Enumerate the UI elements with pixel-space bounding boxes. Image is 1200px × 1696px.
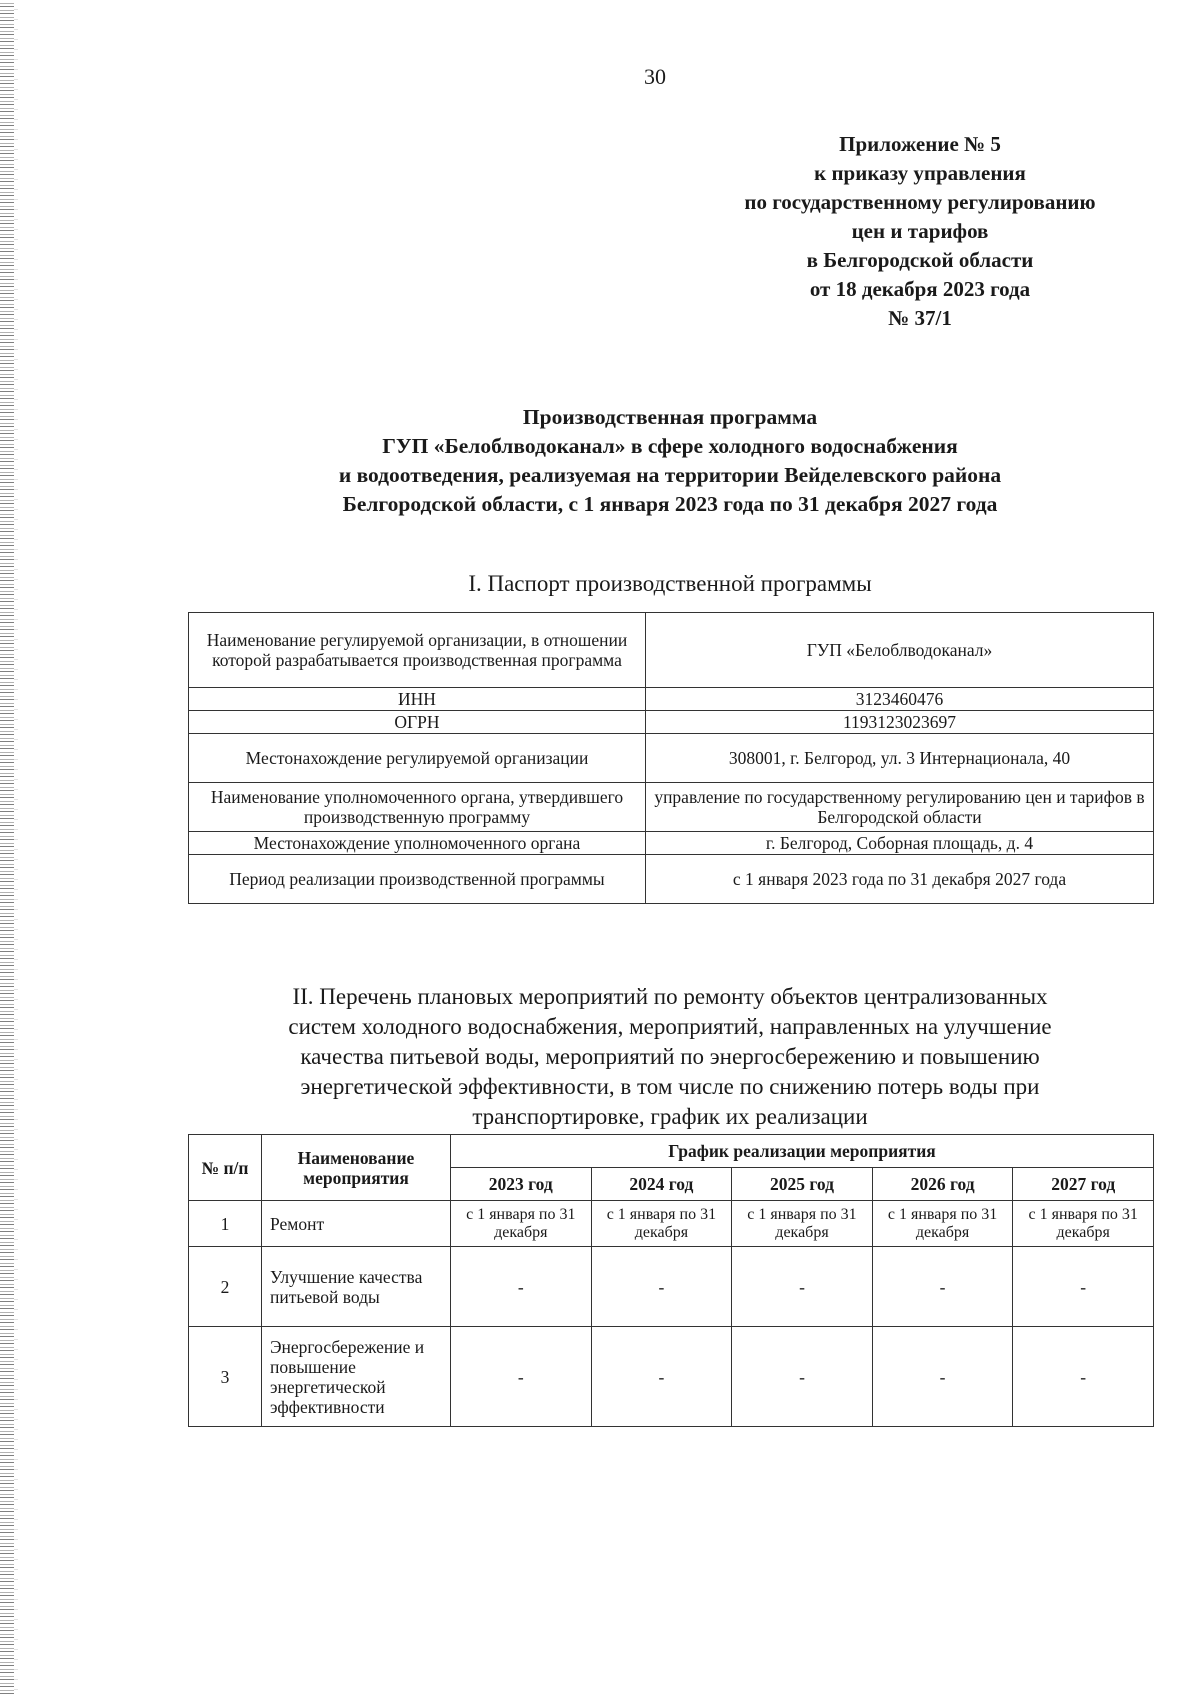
passport-label: Местонахождение регулируемой организации [189,734,646,783]
passport-value: 1193123023697 [646,711,1154,734]
table-row [189,855,1154,904]
row-cell: - [732,1327,873,1427]
table-row [189,688,1154,711]
header-year: 2023 год [451,1168,592,1201]
program-title-line: Белгородской области, с 1 января 2023 года по 31 декабря 2027 года [342,492,998,516]
appendix-line: в Белгородской области [806,248,1034,272]
passport-value: с 1 января 2023 года по 31 декабря 2027 года [646,855,1154,904]
table-header-row [189,1135,1154,1168]
row-cell: с 1 января по 31 декабря [872,1201,1013,1247]
program-title-line: и водоотведения, реализуемая на территории Вейделевского района [338,463,1002,487]
appendix-header [690,130,1150,333]
section2-title-line: качества питьевой воды, мероприятий по энергосбережению и повышению [300,1044,1040,1069]
row-num: 3 [189,1327,262,1427]
appendix-line: цен и тарифов [851,219,989,243]
header-year: 2027 год [1013,1168,1154,1201]
section1-title [160,569,1180,599]
row-cell: - [1013,1327,1154,1427]
header-num: № п/п [189,1135,262,1201]
row-cell: с 1 января по 31 декабря [732,1201,873,1247]
section2-title-line: транспортировке, график их реализации [472,1104,868,1129]
section1-title-text: I. Паспорт производственной программы [468,571,872,596]
header-schedule: График реализации мероприятия [451,1135,1154,1168]
program-title-line: Производственная программа [522,405,818,429]
row-cell: - [591,1247,732,1327]
passport-value: управление по государственному регулированию цен и тарифов в Белгородской области [646,783,1154,832]
scan-edge-artifact [0,0,14,1696]
row-cell: - [732,1247,873,1327]
header-year: 2025 год [732,1168,873,1201]
passport-label: ИНН [189,688,646,711]
row-cell: с 1 января по 31 декабря [1013,1201,1154,1247]
scan-edge-artifact-inner [14,0,18,1696]
passport-label: Наименование регулируемой организации, в отношении которой разрабатывается производственная программа [189,613,646,688]
table-row [189,734,1154,783]
passport-value: 3123460476 [646,688,1154,711]
passport-value: 308001, г. Белгород, ул. 3 Интернационала, 40 [646,734,1154,783]
table-row [189,1327,1154,1427]
row-num: 2 [189,1247,262,1327]
row-name: Ремонт [262,1201,451,1247]
row-cell: - [451,1247,592,1327]
appendix-line: от 18 декабря 2023 года [809,277,1031,301]
appendix-line: по государственному регулированию [744,190,1096,214]
header-year: 2024 год [591,1168,732,1201]
row-cell: - [1013,1247,1154,1327]
appendix-line: к приказу управления [814,161,1026,185]
program-title [160,403,1180,519]
row-cell: - [591,1327,732,1427]
schedule-table [188,1134,1154,1427]
passport-label: Период реализации производственной программы [189,855,646,904]
appendix-line: Приложение № 5 [839,132,1001,156]
row-cell: с 1 января по 31 декабря [451,1201,592,1247]
table-row [189,711,1154,734]
program-title-line: ГУП «Белоблводоканал» в сфере холодного водоснабжения [382,434,958,458]
header-name: Наименование мероприятия [262,1135,451,1201]
row-name: Улучшение качества питьевой воды [262,1247,451,1327]
row-cell: - [451,1327,592,1427]
section2-title [160,982,1180,1132]
passport-label: ОГРН [189,711,646,734]
section2-title-line: систем холодного водоснабжения, мероприятий, направленных на улучшение [288,1014,1052,1039]
table-row [189,1247,1154,1327]
appendix-line: № 37/1 [888,306,952,330]
row-cell: - [872,1327,1013,1427]
row-num: 1 [189,1201,262,1247]
row-cell: - [872,1247,1013,1327]
passport-label: Местонахождение уполномоченного органа [189,832,646,855]
row-name: Энергосбережение и повышение энергетической эффективности [262,1327,451,1427]
section2-title-line: II. Перечень плановых мероприятий по ремонту объектов централизованных [292,984,1048,1009]
passport-table [188,612,1154,904]
table-row [189,783,1154,832]
table-row [189,613,1154,688]
table-row [189,832,1154,855]
section2-title-line: энергетической эффективности, в том числе по снижению потерь воды при [300,1074,1040,1099]
passport-value: г. Белгород, Соборная площадь, д. 4 [646,832,1154,855]
row-cell: с 1 января по 31 декабря [591,1201,732,1247]
header-year: 2026 год [872,1168,1013,1201]
page-number: 30 [644,64,666,89]
passport-value: ГУП «Белоблводоканал» [646,613,1154,688]
table-row [189,1201,1154,1247]
passport-label: Наименование уполномоченного органа, утвердившего производственную программу [189,783,646,832]
